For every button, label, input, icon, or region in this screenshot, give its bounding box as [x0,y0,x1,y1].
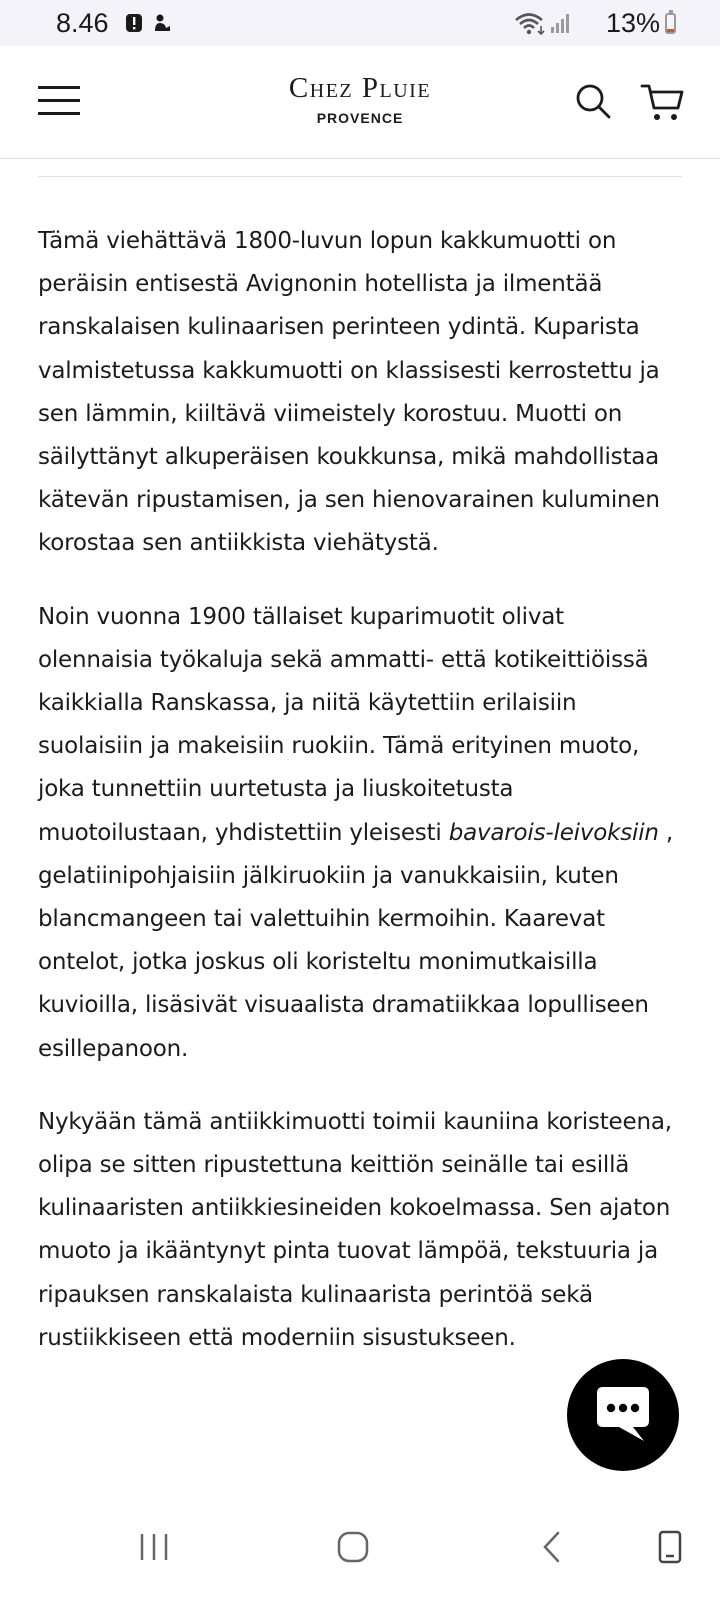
description-paragraph [38,596,683,1071]
brand-subtitle: PROVENCE [316,110,404,126]
home-icon[interactable] [336,1530,370,1564]
status-bar [0,0,720,46]
cart-icon[interactable] [640,82,684,122]
chat-button[interactable] [567,1359,679,1471]
brand-logo[interactable] [0,68,720,126]
alert-icon [124,12,144,34]
back-icon[interactable] [540,1530,564,1564]
italic-term: bavarois-leivoksiin [448,819,659,846]
brand-name: Chez Pluie [288,72,432,104]
battery-icon [665,13,676,34]
system-nav-bar [0,1510,720,1600]
wifi-icon [514,12,548,36]
content-divider [38,176,682,177]
site-header [0,46,720,159]
description-paragraph: Nykyään tämä antiikkimuotti toimii kauniina koristeena, olipa se sitten ripustettuna keittiön seinälle tai esillä kulinaaristen antiikkiesineiden kokoelmassa. Sen ajaton muoto ja ikääntynyt pinta tuovat lämpöä, tekstuuria ja ripauksen ranskalaista kulinaarista perintöä sekä rustiikkiseen että moderniin sisustukseen. [38,1108,672,1351]
screen-rotate-icon[interactable] [656,1530,684,1564]
recent-apps-icon[interactable] [138,1530,170,1564]
battery-percent: 13% [605,8,660,38]
paragraph-text: , gelatiinipohjaisiin jälkiruokiin ja vanukkaisiin, kuten blancmangeen tai valettuihin kermoihin. Kaarevat ontelot, jotka joskus oli koristeltu monimutkaisilla kuvioilla, lisäsivät visuaalista dramatiikkaa lopulliseen esillepanoon. [38,819,674,1062]
signal-icon [550,12,572,34]
search-icon[interactable] [574,82,612,120]
product-description [38,220,683,1390]
paragraph-text: Noin vuonna 1900 tällaiset kuparimuotit olivat olennaisia työkaluja sekä ammatti- että kotikeittiöissä kaikkialla Ranskassa, ja niitä käytettiin erilaisiin suolaisiin ja makeisiin ruokiin. Tämä erityinen muoto, joka tunnettiin uurtetusta ja liuskoitetusta muotoilustaan, yhdistettiin yleisesti [38,603,649,846]
notification-icon [152,12,172,34]
chat-bubble-icon [567,1359,679,1471]
description-paragraph: Tämä viehättävä 1800-luvun lopun kakkumuotti on peräisin entisestä Avignonin hotellista ja ilmentää ranskalaisen kulinaarisen perinteen ydintä. Kuparista valmistetussa kakkumuotti on klassisesti kerrostettu ja sen lämmin, kiiltävä viimeistely korostuu. Muotti on säilyttänyt alkuperäisen koukkunsa, mikä mahdollistaa kätevän ripustamisen, ja sen hienovarainen kuluminen korostaa sen antiikkista viehätystä. [38,228,660,557]
status-time: 8.46 [56,8,109,38]
